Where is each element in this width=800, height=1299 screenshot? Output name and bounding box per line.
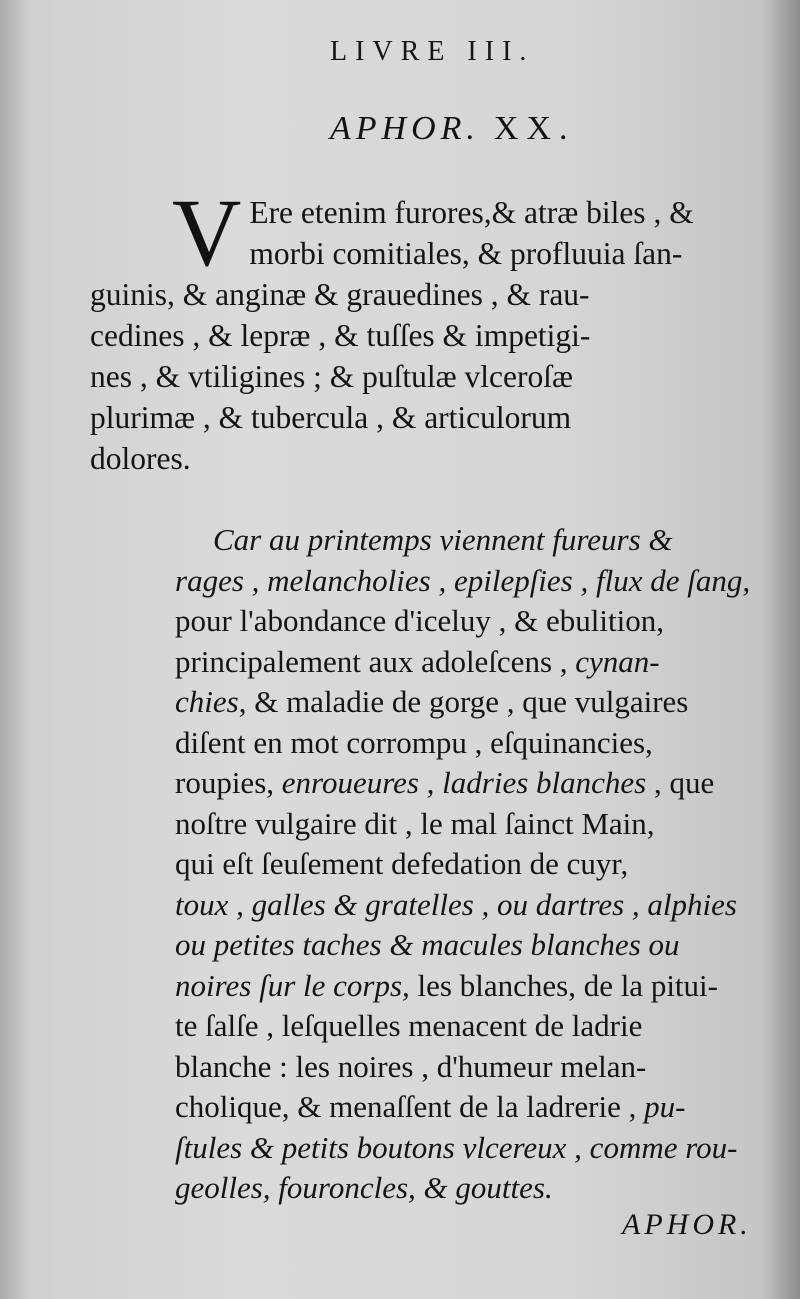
french-line	[175, 925, 775, 966]
french-line	[175, 682, 775, 723]
latin-line: morbi comitiales, & profluuia ſan-	[249, 236, 683, 271]
running-head: LIVRE III.	[330, 36, 535, 67]
page-shadow-left	[0, 0, 30, 1299]
roman-run: roupies,	[175, 765, 282, 800]
roman-run: diſent en mot corrompu , eſquinancies,	[175, 724, 653, 760]
french-line	[175, 804, 775, 845]
french-line	[175, 966, 775, 1007]
aphorism-heading	[330, 110, 576, 148]
italic-run: cynan-	[575, 643, 660, 679]
italic-run: rages , melancholies , epilepſies , flux de ſang,	[175, 562, 751, 598]
latin-line: nes , & vtiligines ; & puſtulæ vlceroſæ	[90, 359, 573, 394]
drop-cap: V	[172, 179, 242, 286]
latin-line: cedines , & lepræ , & tuſſes & impetigi-	[90, 318, 591, 353]
french-line	[175, 1087, 775, 1128]
roman-run: les blanches, de la pitui-	[409, 967, 718, 1003]
italic-run: chies	[175, 684, 239, 719]
roman-run: pour l'abondance d'iceluy , & ebulition,	[175, 603, 664, 638]
latin-line: guinis, & anginæ & grauedines , & rau-	[90, 277, 590, 312]
french-line	[175, 561, 775, 602]
french-line	[175, 844, 775, 885]
italic-run: geolles, fouroncles, & gouttes.	[175, 1170, 553, 1205]
roman-run: qui eſt ſeuſement defedation de cuyr,	[175, 846, 629, 881]
french-line	[175, 642, 775, 683]
latin-line: plurimæ , & tubercula , & articulorum	[90, 400, 572, 435]
italic-run: ou petites taches & macules blanches ou	[175, 927, 680, 962]
italic-run: Car au printemps viennent fureurs &	[213, 522, 673, 557]
french-line	[175, 723, 775, 764]
french-paragraph	[175, 520, 775, 1209]
french-line	[175, 601, 775, 642]
roman-run: cholique, & menaſſent de la ladrerie ,	[175, 1089, 645, 1124]
roman-run: principalement aux adoleſcens ,	[175, 643, 576, 679]
roman-run: , que	[646, 765, 715, 800]
catchword: APHOR.	[622, 1208, 752, 1241]
italic-run: noires ſur le corps,	[175, 967, 410, 1003]
french-line	[175, 1168, 775, 1209]
roman-run: blanche : les noires , d'humeur melan-	[175, 1048, 647, 1084]
french-line	[213, 520, 775, 561]
italic-run: enroueures , ladries blanches	[281, 765, 647, 800]
french-line	[175, 1047, 775, 1088]
roman-run: noſtre vulgaire dit , le mal ſainct Main,	[175, 805, 655, 841]
roman-run: , & maladie de gorge , que vulgaires	[238, 684, 689, 719]
aphorism-title: APHOR.	[330, 110, 480, 147]
aphorism-number: XX.	[493, 110, 576, 147]
french-line	[175, 885, 775, 926]
roman-run: te ſalſe , leſquelles menacent de ladrie	[175, 1008, 643, 1043]
french-line	[175, 1006, 775, 1047]
latin-line: Ere etenim furores,& atræ biles , &	[249, 195, 694, 230]
latin-paragraph	[90, 179, 772, 479]
italic-run: ſtules & petits boutons vlcereux , comme rou-	[175, 1129, 738, 1165]
french-line	[175, 763, 775, 804]
latin-line: dolores.	[90, 441, 191, 476]
french-line	[175, 1128, 775, 1169]
italic-run: toux , galles & gratelles , ou dartres , alphies	[175, 886, 737, 922]
italic-run: pu-	[644, 1089, 686, 1124]
